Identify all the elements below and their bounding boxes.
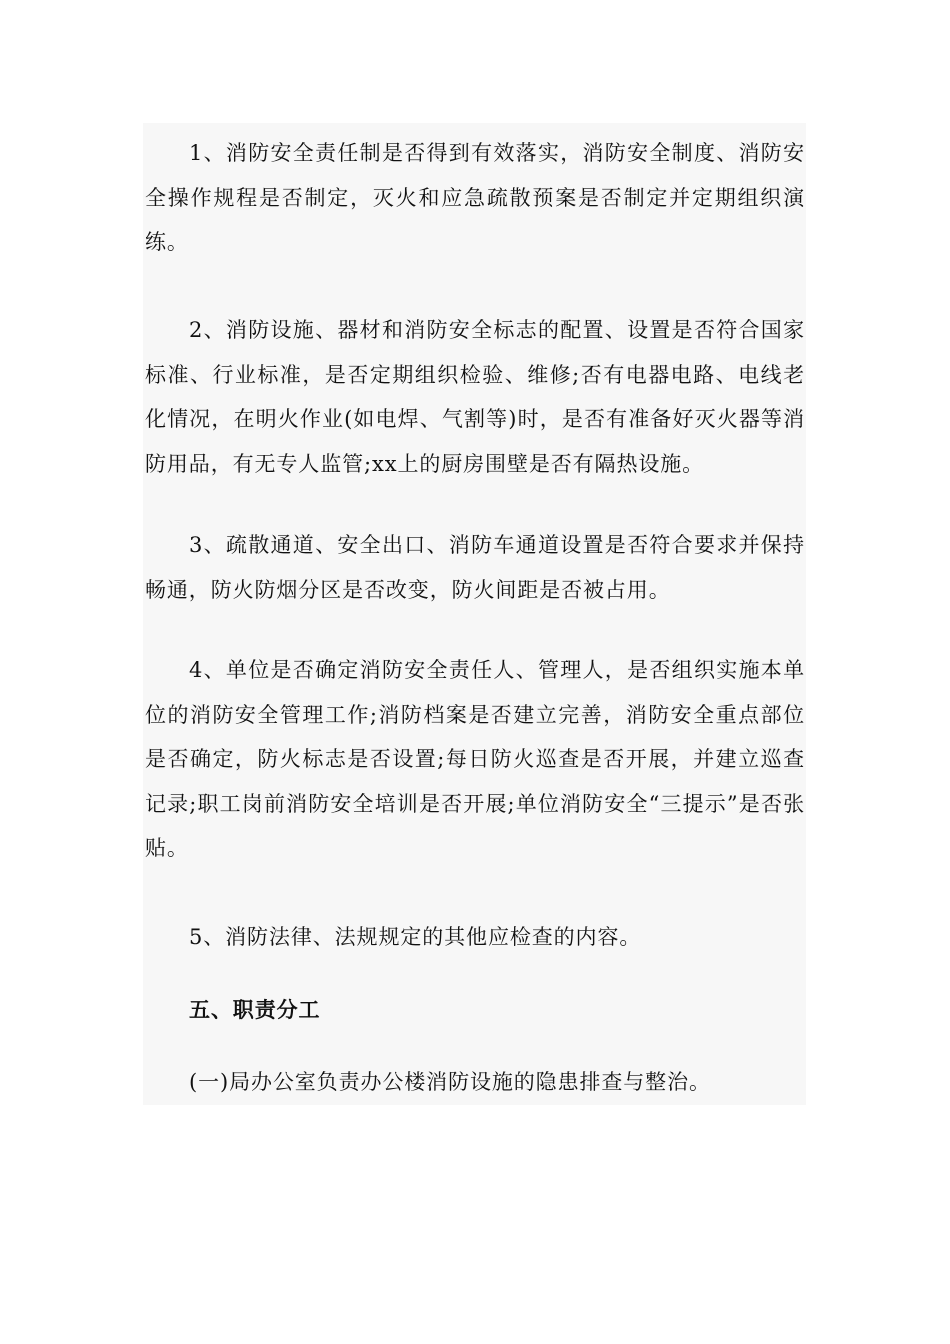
- paragraph-item-4: 4、单位是否确定消防安全责任人、管理人，是否组织实施本单位的消防安全管理工作;消防档案是否建立完善，消防安全重点部位是否确定，防火标志是否设置;每日防火巡查是否开展，并建立巡查记录;职工岗前消防安全培训是否开展;单位消防安全“三提示”是否张贴。: [145, 658, 805, 860]
- paragraph-item-2: 2、消防设施、器材和消防安全标志的配置、设置是否符合国家标准、行业标准，是否定期组织检验、维修;否有电器电路、电线老化情况，在明火作业(如电焊、气割等)时，是否有准备好灭火器等消防用品，有无专人监管;xx上的厨房围壁是否有隔热设施。: [145, 318, 805, 476]
- paragraph-final: (一)局办公室负责办公楼消防设施的隐患排查与整治。: [189, 1070, 711, 1094]
- paragraph-item-1: 1、消防安全责任制是否得到有效落实，消防安全制度、消防安全操作规程是否制定，灭火和应急疏散预案是否制定并定期组织演练。: [145, 141, 805, 254]
- section-heading: 五、职责分工: [189, 997, 321, 1022]
- paragraph-item-5: 5、消防法律、法规规定的其他应检查的内容。: [189, 925, 642, 949]
- paragraph-item-3: 3、疏散通道、安全出口、消防车通道设置是否符合要求并保持畅通，防火防烟分区是否改变，防火间距是否被占用。: [145, 533, 805, 602]
- document-body: [143, 123, 806, 1105]
